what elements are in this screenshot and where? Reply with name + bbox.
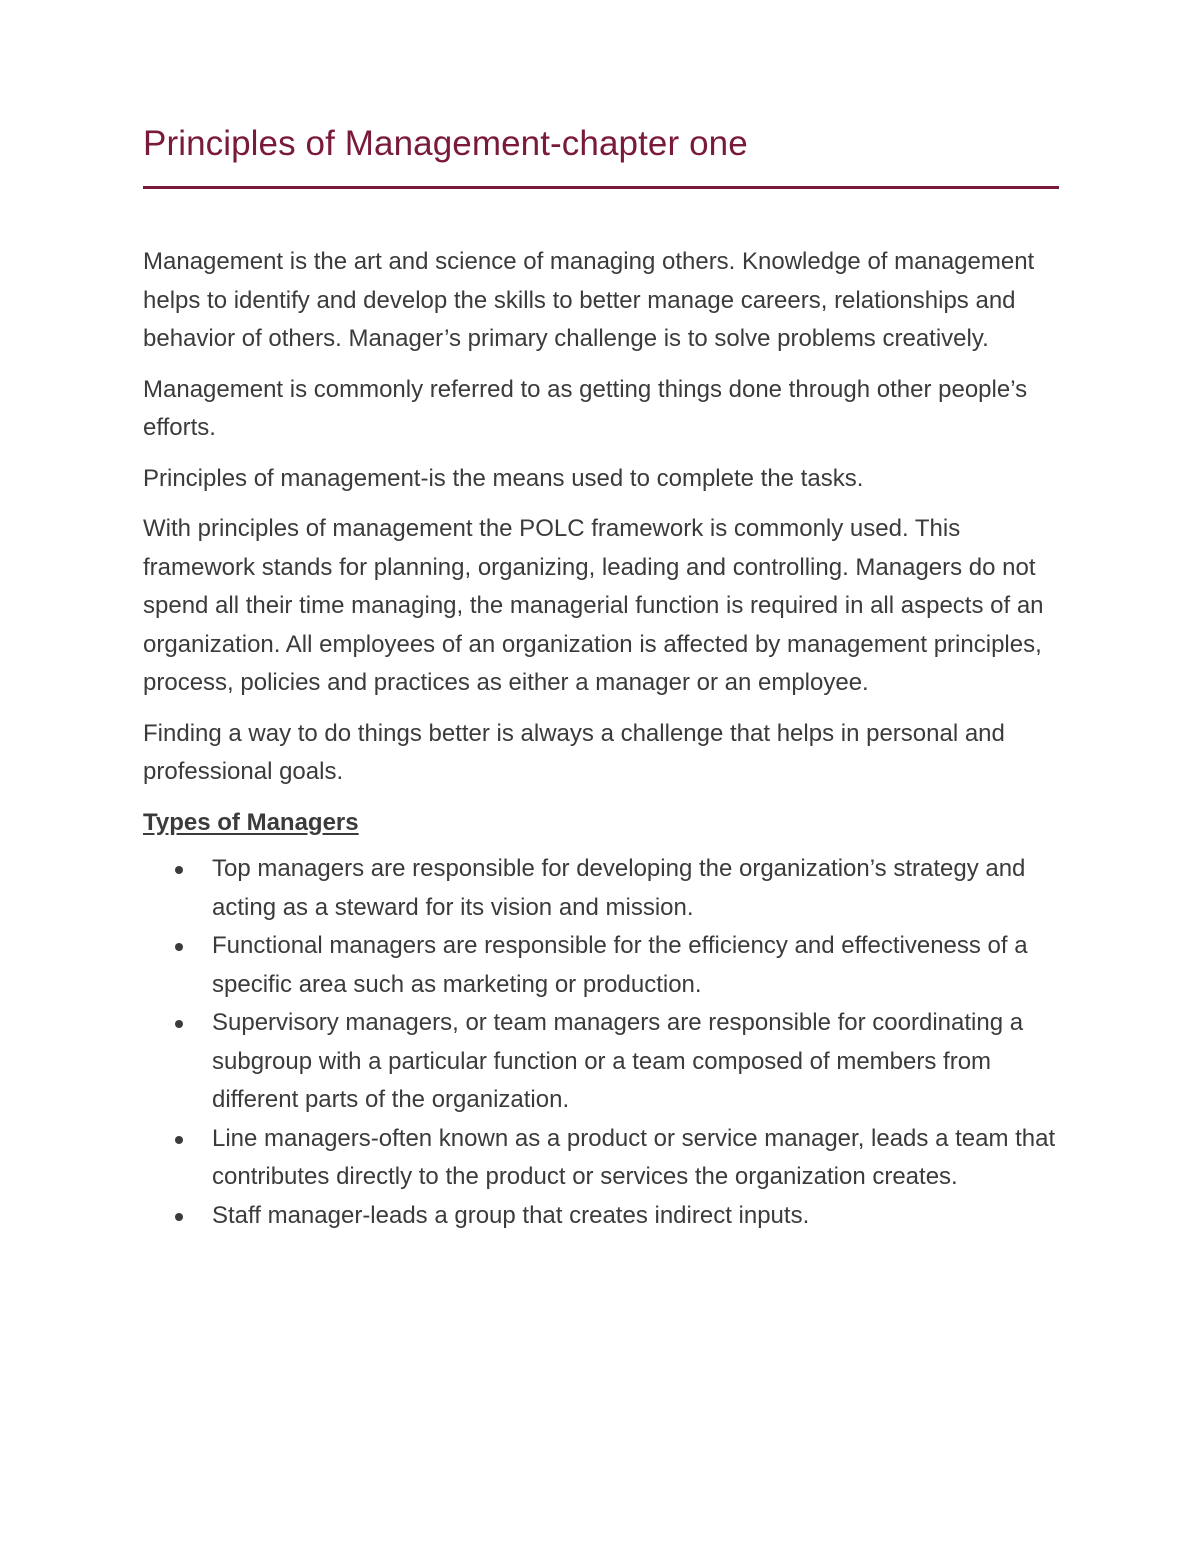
body-paragraphs — [143, 243, 1059, 1235]
list-item — [143, 1197, 1059, 1236]
bullet-icon — [175, 943, 183, 951]
paragraph-common-reference: Management is commonly referred to as getting things done through other people’s efforts. — [143, 375, 1028, 441]
bullet-icon — [175, 1213, 183, 1221]
list-item — [143, 850, 1059, 927]
managers-bullet-list — [143, 850, 1059, 1235]
list-item — [143, 1004, 1059, 1120]
list-item-text: Line managers-often known as a product or service manager, leads a team that contributes directly to the product or services the organization creates. — [212, 1124, 1056, 1190]
title-divider — [143, 186, 1059, 189]
paragraph-polc-framework: With principles of management the POLC framework is commonly used. This framework stands for planning, organizing, leading and controlling. Managers do not spend all their time managing, the managerial function is required in all aspects of an organization. All employees of an organization is affected by management principles, process, policies and practices as either a manager or an employee. — [143, 515, 1044, 696]
list-item-text: Functional managers are responsible for the efficiency and effectiveness of a specific area such as marketing or production. — [212, 932, 1028, 998]
bullet-icon — [175, 866, 183, 874]
bullet-icon — [175, 1020, 183, 1028]
document-content — [143, 118, 1059, 1235]
document-title: Principles of Management-chapter one — [143, 124, 748, 163]
list-item — [143, 927, 1059, 1004]
list-item — [143, 1120, 1059, 1197]
paragraph-finding-better-way: Finding a way to do things better is always a challenge that helps in personal and professional goals. — [143, 719, 1005, 785]
list-item-text: Staff manager-leads a group that creates indirect inputs. — [212, 1201, 810, 1229]
bullet-icon — [175, 1136, 183, 1144]
paragraph-principles: Principles of management-is the means used to complete the tasks. — [143, 464, 864, 492]
list-item-text: Supervisory managers, or team managers are responsible for coordinating a subgroup with a particular function or a team composed of members from different parts of the organization. — [212, 1009, 1024, 1113]
section-heading-types-of-managers: Types of Managers — [143, 808, 359, 836]
list-item-text: Top managers are responsible for developing the organization’s strategy and acting as a steward for its vision and mission. — [212, 855, 1026, 921]
paragraph-definition: Management is the art and science of managing others. Knowledge of management helps to identify and develop the skills to better manage careers, relationships and behavior of others. Manager’s primary challenge is to solve problems creatively. — [143, 248, 1035, 352]
